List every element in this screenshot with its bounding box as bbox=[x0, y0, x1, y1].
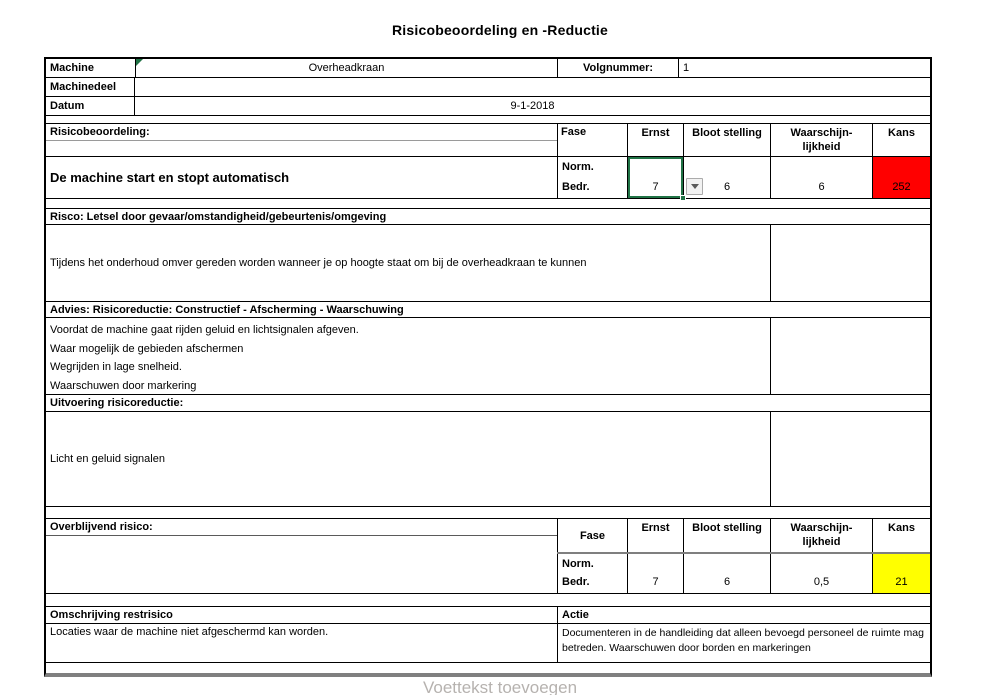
volgnummer-value-cell[interactable] bbox=[679, 59, 930, 77]
overblijvend-data-row bbox=[557, 554, 930, 593]
col-header-ernst: Ernst bbox=[627, 124, 683, 156]
machinedeel-label: Machinedeel bbox=[46, 78, 135, 96]
assessment-section-cell bbox=[46, 124, 557, 156]
footer-placeholder[interactable]: Voettekst toevoegen bbox=[422, 678, 578, 695]
spacer-row bbox=[46, 663, 930, 673]
actie-label: Actie bbox=[557, 607, 930, 623]
omschrijving-restrisico-label: Omschrijving restrisico bbox=[50, 609, 173, 621]
uitvoering-body-row bbox=[46, 412, 930, 507]
overblijvend-section-row bbox=[46, 519, 930, 594]
col-header-waarschijnlijkheid: Waarschijn- lijkheid bbox=[770, 519, 872, 552]
comment-flag-icon bbox=[136, 59, 143, 66]
volgnummer-label: Volgnummer: bbox=[557, 59, 679, 77]
risco-text-cell[interactable] bbox=[46, 225, 770, 301]
overblijvend-fase-cell[interactable]: Norm. Bedr. bbox=[557, 554, 627, 593]
spacer-row bbox=[46, 116, 930, 124]
spacer-row bbox=[46, 507, 930, 519]
assessment-kans-value: 252 bbox=[892, 181, 911, 193]
datum-label: Datum bbox=[46, 97, 135, 115]
advies-line: Waarschuwen door markering bbox=[50, 379, 197, 392]
risco-side-cell[interactable] bbox=[770, 225, 930, 301]
assessment-data-row bbox=[46, 157, 930, 199]
actie-text: Documenteren in de handleiding dat alleen bevoegd personeel de ruimte mag betreden. Waarschuwen door borden en markeringen bbox=[562, 627, 924, 654]
assessment-header-row bbox=[46, 124, 930, 157]
assessment-blootstelling-cell[interactable] bbox=[683, 157, 770, 198]
assessment-ernst-value: 7 bbox=[652, 181, 659, 193]
assessment-section-label: Risicobeoordeling: bbox=[46, 124, 557, 141]
machine-row bbox=[46, 59, 930, 78]
page-title: Risicobeoordeling en -Reductie bbox=[391, 22, 609, 38]
assessment-fase-cell[interactable]: Norm. Bedr. bbox=[557, 157, 627, 198]
uitvoering-text-cell[interactable] bbox=[46, 412, 770, 506]
advies-body-row bbox=[46, 318, 930, 395]
omschrijving-text: Locaties waar de machine niet afgeschermd kan worden. bbox=[50, 626, 329, 638]
advies-lines-cell[interactable] bbox=[46, 318, 770, 394]
col-header-waarschijnlijkheid: Waarschijn- lijkheid bbox=[770, 124, 872, 156]
datum-value-cell[interactable] bbox=[135, 97, 930, 115]
advies-side-cell[interactable] bbox=[770, 318, 930, 394]
col-header-kans: Kans bbox=[872, 519, 930, 552]
advies-header: Advies: Risicoreductie: Constructief - Afscherming - Waarschuwing bbox=[50, 303, 404, 316]
actie-text-cell[interactable] bbox=[557, 624, 930, 662]
uitvoering-header-row bbox=[46, 395, 930, 412]
spacer-row bbox=[46, 199, 930, 209]
rest-header-row bbox=[46, 607, 930, 624]
machine-value: Overheadkraan bbox=[308, 62, 385, 74]
risco-header: Risco: Letsel door gevaar/omstandigheid/gebeurtenis/omgeving bbox=[50, 210, 387, 223]
spacer-row bbox=[46, 594, 930, 607]
advies-header-row bbox=[46, 302, 930, 318]
overblijvend-kans-value: 21 bbox=[895, 576, 908, 588]
uitvoering-header: Uitvoering risicoreductie: bbox=[50, 397, 184, 409]
col-header-fase: Fase bbox=[557, 519, 627, 552]
overblijvend-section-cell bbox=[46, 519, 557, 593]
datum-value: 9-1-2018 bbox=[510, 100, 555, 112]
col-header-ernst: Ernst bbox=[627, 519, 683, 552]
machinedeel-row bbox=[46, 78, 930, 97]
col-header-blootstelling: Bloot stelling bbox=[683, 124, 770, 156]
uitvoering-side-cell[interactable] bbox=[770, 412, 930, 506]
uitvoering-text: Licht en geluid signalen bbox=[50, 453, 165, 465]
fill-handle[interactable] bbox=[680, 195, 686, 201]
rest-body-row bbox=[46, 624, 930, 663]
col-header-blootstelling: Bloot stelling bbox=[683, 519, 770, 552]
dropdown-button[interactable] bbox=[686, 178, 703, 195]
datum-row bbox=[46, 97, 930, 116]
risco-text: Tijdens het onderhoud omver gereden worden wanneer je op hoogte staat om bij de overheadkraan te kunnen bbox=[50, 257, 587, 269]
overblijvend-blootstelling-cell[interactable]: 6 bbox=[683, 554, 770, 593]
overblijvend-header-row bbox=[557, 519, 930, 554]
advies-line: Voordat de machine gaat rijden geluid en lichtsignalen afgeven. bbox=[50, 324, 359, 336]
risco-body-row bbox=[46, 225, 930, 302]
overblijvend-kans-cell-low-risk[interactable] bbox=[872, 554, 930, 593]
assessment-description[interactable]: De machine start en stopt automatisch bbox=[50, 170, 290, 185]
volgnummer-value: 1 bbox=[683, 62, 690, 74]
assessment-blootstelling-value: 6 bbox=[723, 181, 731, 193]
col-header-fase: Fase bbox=[557, 124, 627, 156]
overblijvend-section-label: Overblijvend risico: bbox=[46, 519, 557, 536]
machine-value-cell[interactable] bbox=[135, 59, 557, 77]
machinedeel-value-cell[interactable] bbox=[135, 78, 930, 96]
advies-line: Wegrijden in lage snelheid. bbox=[50, 361, 182, 373]
col-header-kans: Kans bbox=[872, 124, 930, 156]
machine-label: Machine bbox=[50, 62, 95, 74]
overblijvend-waarschijnlijkheid-cell[interactable]: 0,5 bbox=[770, 554, 872, 593]
assessment-waarschijnlijkheid-cell[interactable]: 6 bbox=[770, 157, 872, 198]
chevron-down-icon bbox=[691, 184, 699, 189]
advies-line: Waar mogelijk de gebieden afschermen bbox=[50, 342, 244, 355]
overblijvend-ernst-cell[interactable]: 7 bbox=[627, 554, 683, 593]
assessment-kans-cell-high-risk[interactable] bbox=[872, 157, 930, 198]
omschrijving-text-cell[interactable] bbox=[46, 624, 557, 662]
overblijvend-columns bbox=[557, 519, 930, 593]
risk-assessment-table bbox=[44, 57, 932, 677]
assessment-ernst-cell-selected[interactable] bbox=[627, 157, 683, 198]
risco-header-row bbox=[46, 209, 930, 225]
